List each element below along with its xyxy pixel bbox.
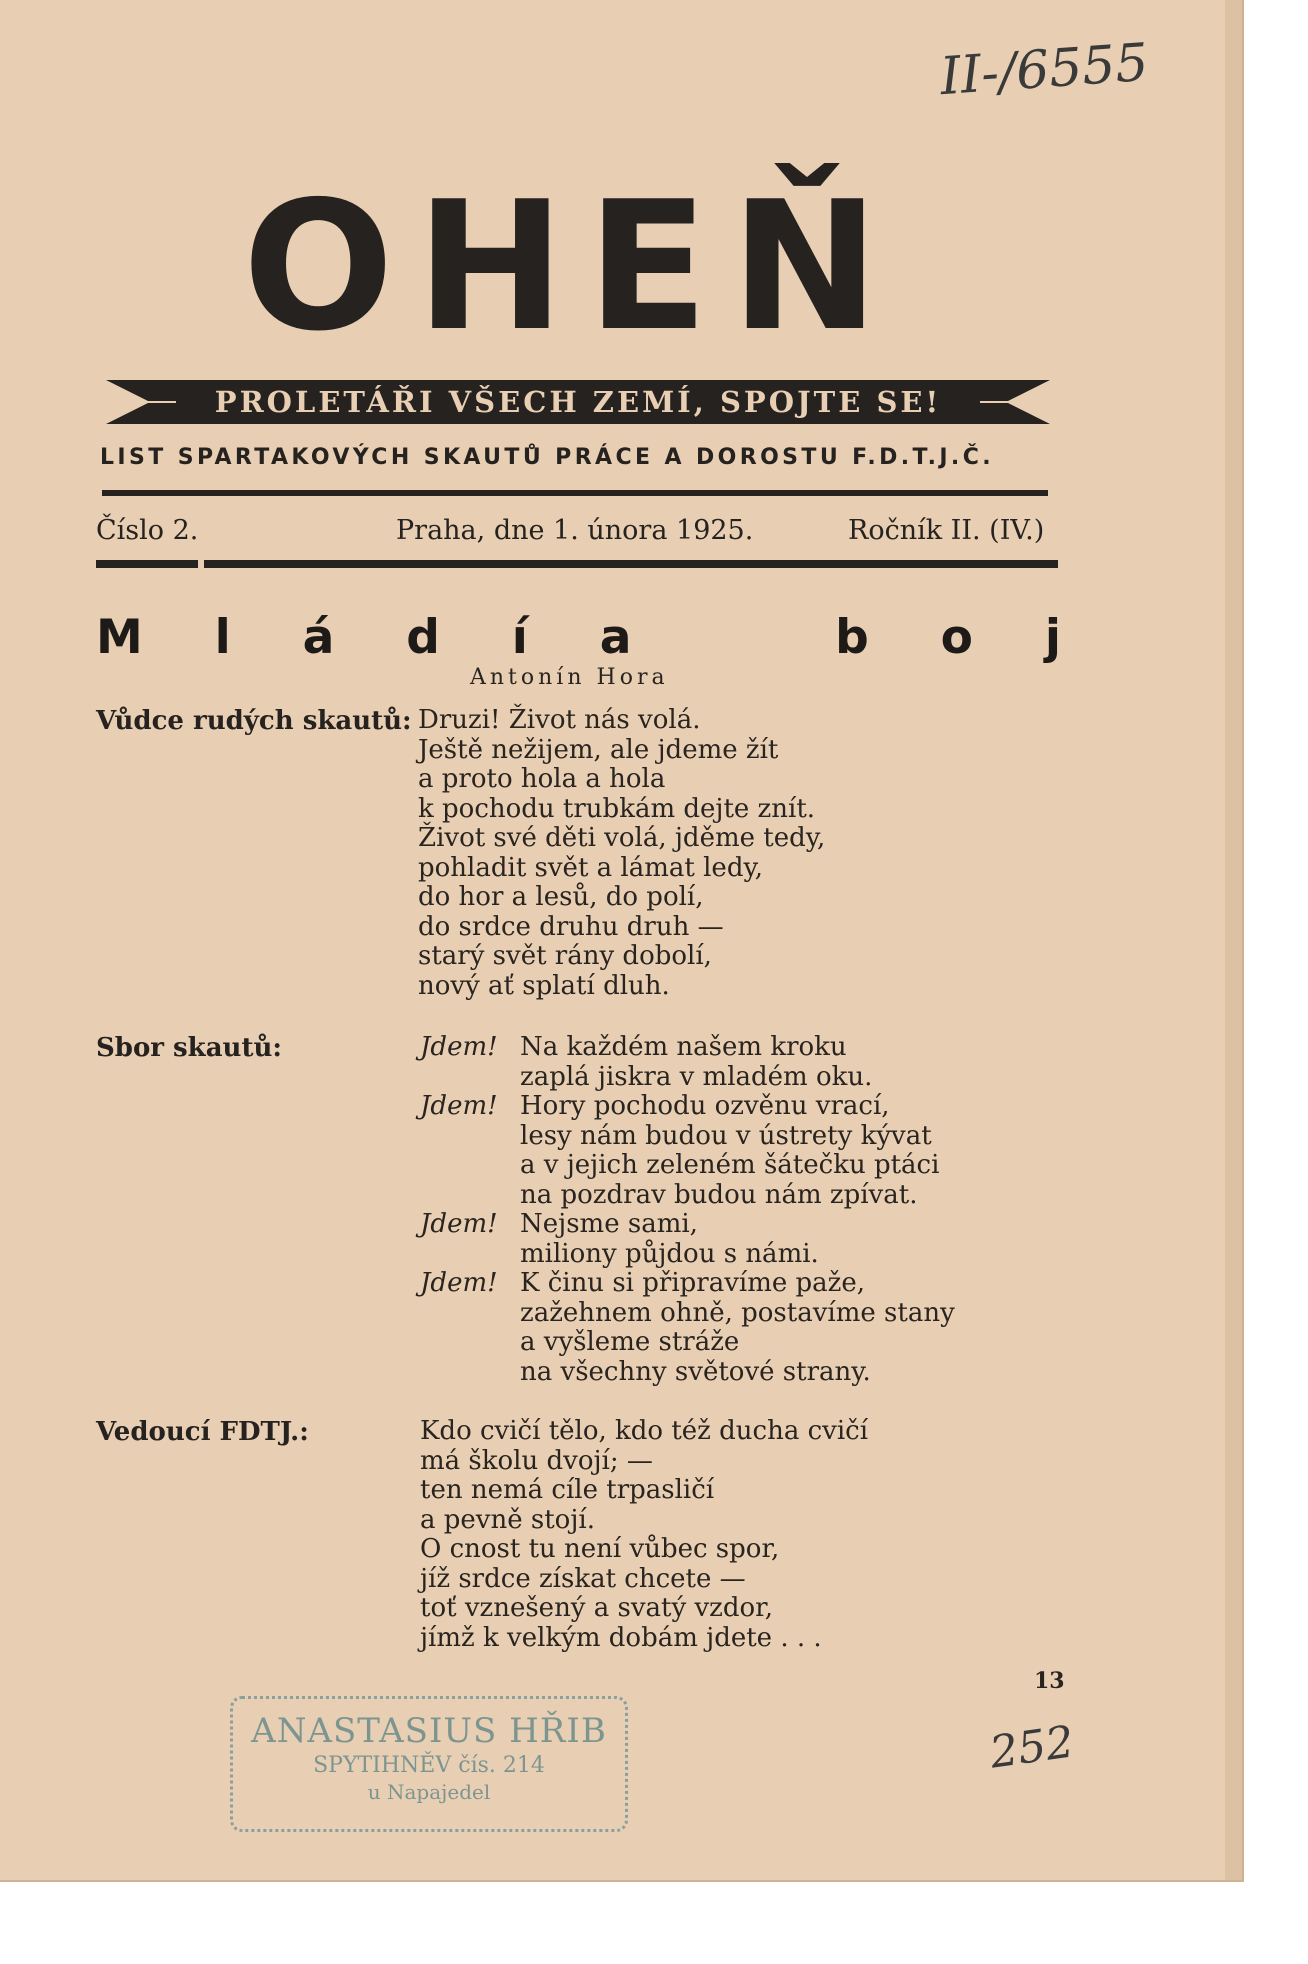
verse-row [420,1299,1020,1329]
verse-line: a pevně stojí. [420,1504,595,1535]
masthead-subtitle: LIST SPARTAKOVÝCH SKAUTŮ PRÁCE A DOROSTU F.D.T.J.Č. [100,445,994,470]
verse-line: zažehnem ohně, postavíme stany [520,1297,955,1328]
verse-stanza-2 [420,1033,1020,1387]
verse-line: jíž srdce získat chcete — [420,1563,746,1594]
title-letter: o [940,610,973,665]
verse-line: O cnost tu není vůbec spor, [420,1534,780,1564]
verse-line: Druzi! Život nás volá. [418,705,701,735]
stamp-owner-name: ANASTASIUS HŘIB [251,1711,607,1751]
title-letter: b [835,610,869,665]
verse-line: lesy nám budou v ústrety kývat [520,1120,932,1151]
verse-row [420,1063,1020,1093]
verse-line: k pochodu trubkám dejte znít. [418,793,816,824]
verse-line: a v jejich zeleném šátečku ptáci [520,1150,940,1180]
verse-line: nový ať splatí dluh. [418,970,670,1001]
verse-line: Nejsme sami, [520,1209,698,1239]
verse-row [420,1269,1020,1299]
article-title [96,610,1061,665]
verse-line: starý svět rány dobolí, [418,941,712,971]
issue-place-date: Praha, dne 1. února 1925. [396,515,754,546]
stamp-address: SPYTIHNĚV čís. 214 [313,1753,545,1778]
stamp-locality: u Napajedel [367,1780,491,1804]
header-rule-bottom-right [204,560,1058,568]
verse-line: do hor a lesů, do polí, [418,882,704,912]
slogan-banner [106,380,1050,424]
title-letter: á [302,610,335,665]
page-number: 13 [1034,1668,1065,1694]
verse-stanza-1 [418,706,825,1001]
article-author: Antonín Hora [470,665,669,690]
verse-lead: Jdem! [420,1032,498,1062]
verse-line: má školu dvojí; — [420,1445,653,1476]
title-letter: l [214,610,231,665]
verse-lead: Jdem! [420,1091,498,1121]
verse-row [420,1240,1020,1270]
owner-stamp [230,1696,628,1832]
issue-number: Číslo 2. [96,515,199,546]
title-letter: M [96,610,143,665]
handwritten-page-mark: 252 [986,1716,1078,1779]
verse-line: Hory pochodu ozvěnu vrací, [520,1091,890,1121]
page-fold-shadow [1225,0,1242,1880]
header-rule-bottom-left [96,560,198,568]
handwritten-call-number: II-/6555 [938,32,1151,108]
verse-lead: Jdem! [420,1209,498,1239]
title-letter: j [1044,610,1061,665]
verse-row [420,1328,1020,1358]
verse-line: na všechny světové strany. [520,1356,871,1387]
speaker-label: Sbor skautů: [96,1033,282,1063]
verse-stanza-3 [420,1417,868,1653]
verse-line: ten nemá cíle trpasličí [420,1475,715,1505]
verse-line: toť vznešený a svatý vzdor, [420,1593,773,1623]
verse-line: Kdo cvičí tělo, kdo též ducha cvičí [420,1416,869,1446]
verse-line: Život své děti volá, jděme tedy, [418,823,826,853]
verse-row [420,1151,1020,1181]
title-letter: í [511,610,528,665]
verse-row [420,1358,1020,1388]
verse-line: jímž k velkým dobám jdete . . . [420,1622,822,1653]
verse-line: do srdce druhu druh — [418,911,724,942]
masthead-title: OHEŇ [242,163,902,370]
verse-line: a proto hola a hola [418,764,666,794]
verse-line: K činu si připravíme paže, [520,1268,866,1298]
title-letter: a [599,610,632,665]
verse-line: miliony půjdou s námi. [520,1238,819,1269]
verse-line: Ještě nežijem, ale jdeme žít [418,734,779,765]
issue-volume: Ročník II. (IV.) [848,515,1045,546]
verse-row [420,1210,1020,1240]
verse-line: pohladit svět a lámat ledy, [418,852,763,883]
verse-row [420,1122,1020,1152]
verse-row [420,1181,1020,1211]
verse-line: zaplá jiskra v mladém oku. [520,1061,873,1092]
verse-line: a vyšleme stráže [520,1327,740,1357]
speaker-label: Vůdce rudých skautů: [96,706,412,736]
verse-row [420,1033,1020,1063]
verse-line: Na každém našem kroku [520,1032,847,1062]
speaker-label: Vedoucí FDTJ.: [96,1417,309,1447]
title-letter: d [406,610,440,665]
verse-row [420,1092,1020,1122]
slogan-text: PROLETÁŘI VŠECH ZEMÍ, SPOJTE SE! [214,385,942,419]
verse-lead: Jdem! [420,1268,498,1298]
header-rule-top [102,490,1048,496]
verse-line: na pozdrav budou nám zpívat. [520,1179,918,1210]
